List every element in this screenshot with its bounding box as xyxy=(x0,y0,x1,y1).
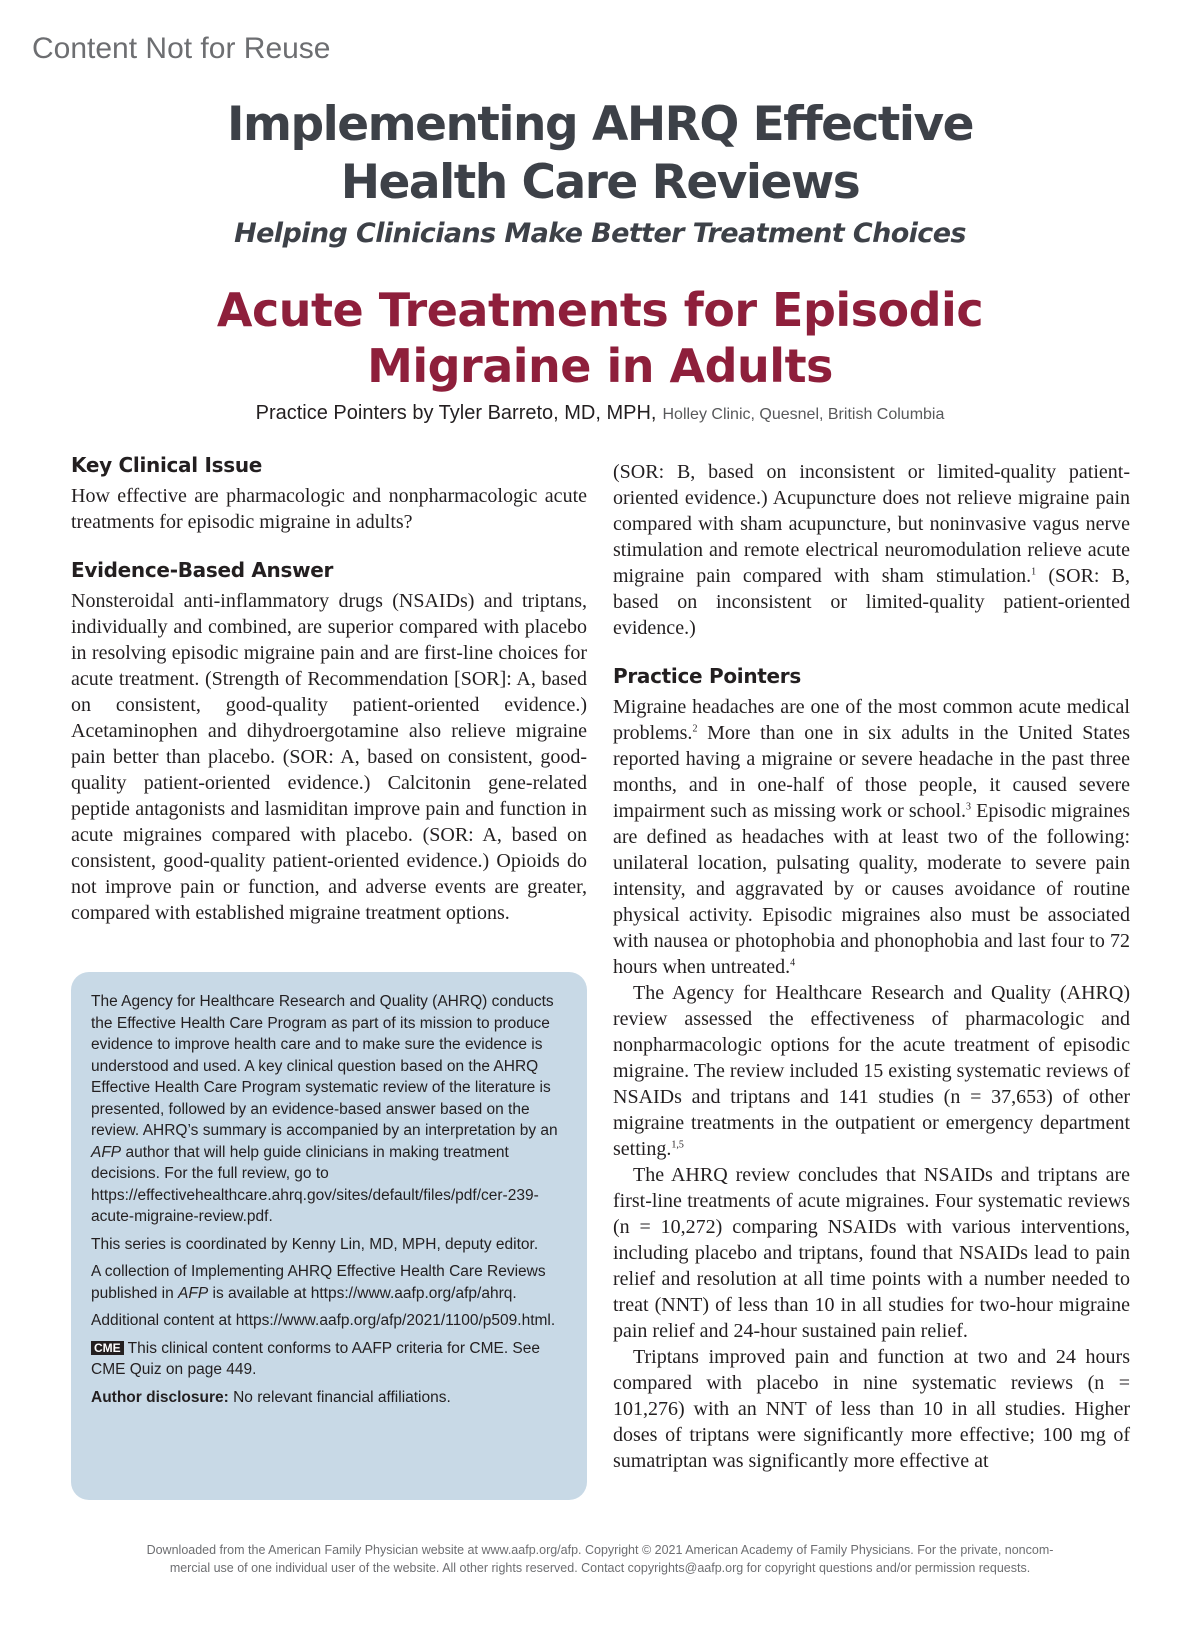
right-column xyxy=(613,459,1130,1474)
callout-additional: Additional content at https://www.aafp.org/afp/2021/1100/p509.html. xyxy=(91,1312,556,1329)
key-issue-heading: Key Clinical Issue xyxy=(71,453,263,477)
series-title-line: Health Care Reviews xyxy=(340,155,860,210)
author-affiliation: Holley Clinic, Quesnel, British Columbia xyxy=(662,406,945,423)
practice-pointers-heading: Practice Pointers xyxy=(613,664,801,688)
cme-badge: CME xyxy=(91,1341,124,1355)
callout-collection: A collection of Implementing AHRQ Effective Health Care Reviews published in AFP is available at https://www.aafp.org/afp/ahrq. xyxy=(91,1263,546,1302)
practice-paragraph: Triptans improved pain and function at two and 24 hours compared with placebo in nine systematic reviews (n = 101,276) with an NNT of less than 10 in all studies. Higher doses of triptans were significantly more effective; 100 mg of sumatriptan was significantly more effective at xyxy=(613,1346,1130,1472)
article-title-line: Acute Treatments for Episodic xyxy=(216,283,984,337)
callout-cme: CME This clinical content conforms to AAFP criteria for CME. See CME Quiz on page 449. xyxy=(91,1339,541,1378)
evidence-continued: (SOR: B, based on inconsistent or limited-quality patient-oriented evidence.) Acupuncture does not relieve migraine pain compared with sham acupuncture, but noninvasive vagus nerve stimulation and remote electrical neuromodulation relieve acute migraine pain compared with sham stimulation.$^1$ (SOR: B, based on inconsistent or limited-quality patient-oriented evidence.) xyxy=(613,461,1131,639)
watermark: Content Not for Reuse xyxy=(32,32,331,65)
left-column xyxy=(71,452,587,926)
callout-coordinator: This series is coordinated by Kenny Lin, MD, MPH, deputy editor. xyxy=(91,1235,539,1253)
byline xyxy=(0,402,1200,425)
practice-paragraph: Migraine headaches are one of the most common acute medical problems.$^2$ More than one in six adults in the United States reported having a migraine or severe headache in the past three months, and in one-half of those people, it caused severe impairment such as missing work or school.$^3$ Episodic migraines are defined as headaches with at least two of the following: unilateral location, pulsating quality, moderate to severe pain intensity, and aggravated by or causes avoidance of routine physical activity. Episodic migraines also must be associated with nausea or photophobia and phonophobia and last four to 72 hours when untreated.$^4$ xyxy=(613,696,1131,978)
key-issue-text: How effective are pharmacologic and nonpharmacologic acute treatments for episodic migraine in adults? xyxy=(71,485,587,533)
footer-line: Downloaded from the American Family Physician website at www.aafp.org/afp. Copyright © 2021 American Academy of Family Physicians. For the private, noncom- xyxy=(146,1543,1054,1557)
series-title-line: Implementing AHRQ Effective xyxy=(227,97,973,152)
author-name: Practice Pointers by Tyler Barreto, MD, MPH, xyxy=(255,402,657,424)
ahrq-info-box xyxy=(71,972,587,1500)
callout-intro: The Agency for Healthcare Research and Quality (AHRQ) conducts the Effective Health Care Program as part of its mission to produce evidence to improve health care and to make sure the evidence is understood and used. A key clinical question based on the AHRQ Effective Health Care Program systematic review of the literature is presented, followed by an evidence-based answer based on the review. AHRQ’s summary is accompanied by an interpretation by an AFP author that will help guide clinicians in making treatment decisions. For the full review, go to https://effectivehealthcare.ahrq.gov/sites/default/files/pdf/cer-239-acute-migraine-review.pdf. xyxy=(91,993,558,1225)
article-title xyxy=(0,282,1200,394)
copyright-footer xyxy=(40,1541,1160,1577)
article-title-line: Migraine in Adults xyxy=(367,339,833,393)
evidence-text: Nonsteroidal anti-inflammatory drugs (NSAIDs) and triptans, individually and combined, are superior compared with placebo in resolving episodic migraine pain and are first-line choices for acute treatment. (Strength of Recommendation [SOR]: A, based on consistent, good-quality patient-oriented evidence.) Acetaminophen and dihydroergotamine also relieve migraine pain better than placebo. (SOR: A, based on consistent, good-quality patient-oriented evidence.) Calcitonin gene-related peptide antagonists and lasmiditan improve pain and function in acute migraines compared with placebo. (SOR: A, based on consistent, good-quality patient-oriented evidence.) Opioids do not improve pain or function, and adverse events are greater, compared with established migraine treatment options. xyxy=(71,590,587,924)
series-title xyxy=(0,96,1200,212)
callout-disclosure: Author disclosure: No relevant financial affiliations. xyxy=(91,1388,451,1406)
evidence-heading: Evidence-Based Answer xyxy=(71,558,334,582)
practice-paragraph: The Agency for Healthcare Research and Quality (AHRQ) review assessed the effectiveness of pharmacologic and nonpharmacologic options for the acute treatment of episodic migraine. The review included 15 existing systematic reviews of NSAIDs and triptans and 141 studies (n = 37,653) of other migraine treatments in the outpatient or emergency department setting.$^{1,5}$ xyxy=(613,982,1130,1160)
series-subtitle: Helping Clinicians Make Better Treatment Choices xyxy=(234,218,966,249)
footer-line: mercial use of one individual user of the website. All other rights reserved. Contact copyrights@aafp.org for copyright questions and/or permission requests. xyxy=(169,1561,1031,1575)
practice-paragraph: The AHRQ review concludes that NSAIDs and triptans are first-line treatments of acute migraines. Four systematic reviews (n = 10,272) comparing NSAIDs with various interventions, including placebo and triptans, found that NSAIDs lead to pain relief and resolution at all time points with a number needed to treat (NNT) of less than 10 in all studies for two-hour migraine pain relief and 24-hour sustained pain relief. xyxy=(613,1164,1130,1342)
